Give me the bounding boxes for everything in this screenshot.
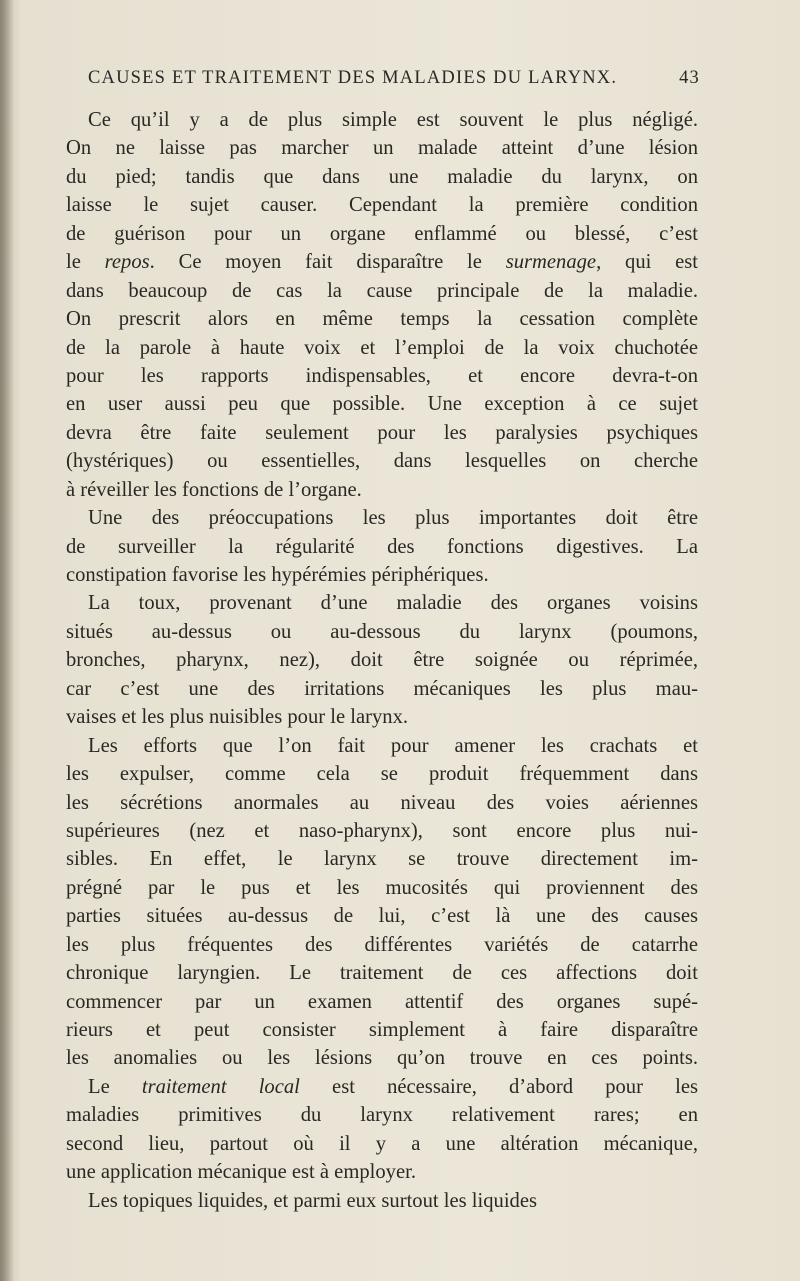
italic-term: repos xyxy=(104,251,150,274)
italic-term: traitement local xyxy=(141,1075,300,1098)
text-line: supérieures (nez et naso-pharynx), sont encore plus nui- xyxy=(66,819,698,842)
running-head xyxy=(88,68,700,89)
text-line: (hystériques) ou essentielles, dans lesquelles on cherche xyxy=(66,450,698,473)
text-line: laisse le sujet causer. Cependant la première condition xyxy=(66,194,698,217)
text-line: Les efforts que l’on fait pour amener les crachats et xyxy=(88,734,698,757)
text-line: dans beaucoup de cas la cause principale de la maladie. xyxy=(66,279,698,302)
text-line: devra être faite seulement pour les paralysies psychiques xyxy=(66,421,698,444)
text-line: du pied; tandis que dans une maladie du larynx, on xyxy=(66,165,698,188)
text-line: de la parole à haute voix et l’emploi de la voix chuchotée xyxy=(66,336,698,359)
text-line: les sécrétions anormales au niveau des voies aériennes xyxy=(66,791,698,814)
text-line: les expulser, comme cela se produit fréquemment dans xyxy=(66,763,698,786)
italic-term: surmenage xyxy=(505,251,597,274)
page-number: 43 xyxy=(679,68,700,88)
text-line: prégné par le pus et les mucosités qui proviennent des xyxy=(66,876,698,899)
text-line: les plus fréquentes des différentes variétés de catarrhe xyxy=(66,933,698,956)
text-line: de surveiller la régularité des fonctions digestives. La xyxy=(66,535,698,558)
text-line: les anomalies ou les lésions qu’on trouve en ces points. xyxy=(66,1047,698,1070)
text-line: Une des préoccupations les plus importantes doit être xyxy=(88,507,698,530)
text-line: le repos. Ce moyen fait disparaître le surmenage, qui est xyxy=(66,251,698,274)
text-line: à réveiller les fonctions de l’organe. xyxy=(66,478,362,501)
text-line: second lieu, partout où il y a une altération mécanique, xyxy=(66,1132,698,1155)
text-line: en user aussi peu que possible. Une exception à ce sujet xyxy=(66,393,698,416)
text-line: Ce qu’il y a de plus simple est souvent le plus négligé. xyxy=(88,109,698,131)
text-line: La toux, provenant d’une maladie des organes voisins xyxy=(88,592,698,615)
text-line: parties situées au-dessus de lui, c’est là une des causes xyxy=(66,905,698,928)
body-text xyxy=(66,106,698,1215)
text-line: chronique laryngien. Le traitement de ces affections doit xyxy=(66,962,698,985)
text-line: sibles. En effet, le larynx se trouve directement im- xyxy=(66,848,698,871)
text-line: vaises et les plus nuisibles pour le larynx. xyxy=(66,706,409,729)
text-line: commencer par un examen attentif des organes supé- xyxy=(66,990,698,1013)
text-line: maladies primitives du larynx relativement rares; en xyxy=(66,1104,698,1127)
text-line: Les topiques liquides, et parmi eux surtout les liquides xyxy=(88,1189,537,1212)
binding-shadow xyxy=(0,0,14,1281)
text-line: pour les rapports indispensables, et encore devra-t-on xyxy=(66,364,698,387)
text-line: une application mécanique est à employer. xyxy=(66,1161,416,1184)
text-line: rieurs et peut consister simplement à faire disparaître xyxy=(66,1019,698,1041)
text-line: car c’est une des irritations mécaniques les plus mau- xyxy=(66,677,698,700)
text-line: On prescrit alors en même temps la cessation complète xyxy=(66,308,698,331)
text-line: situés au-dessus ou au-dessous du larynx (poumons, xyxy=(66,620,698,643)
text-line: bronches, pharynx, nez), doit être soignée ou réprimée, xyxy=(66,649,698,672)
text-line: Le traitement local est nécessaire, d’abord pour les xyxy=(88,1075,699,1098)
text-line: On ne laisse pas marcher un malade atteint d’une lésion xyxy=(66,137,698,160)
text-line: de guérison pour un organe enflammé ou blessé, c’est xyxy=(66,222,698,245)
chapter-title: CAUSES ET TRAITEMENT DES MALADIES DU LARYNX. xyxy=(88,68,618,88)
text-line: constipation favorise les hypérémies périphériques. xyxy=(66,564,489,586)
